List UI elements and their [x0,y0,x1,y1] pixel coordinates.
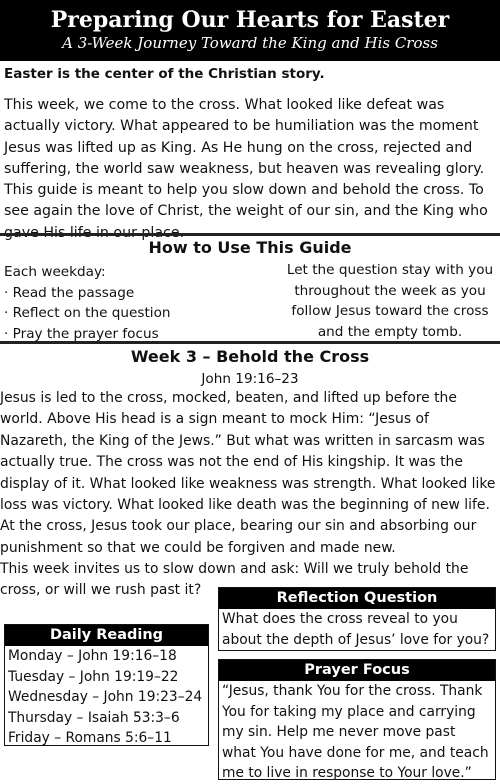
reading-item: Tuesday – John 19:19–22 [8,668,179,685]
how-to-side-note: Let the question stay with you throughout the week as you follow Jesus toward the cross and the empty tomb. [286,262,494,340]
reflection-text: What does the cross reveal to you about the depth of Jesus’ love for you? [222,611,490,648]
how-to-step: · Pray the prayer focus [4,325,159,342]
daily-reading-box [4,624,209,746]
prayer-box [218,659,496,780]
how-to-heading: How to Use This Guide [148,238,352,257]
week-invitation: This week invites us to slow down and ask: Will we truly behold the cross, or will we rush past it? [0,561,469,599]
reading-item: Friday – Romans 5:6–11 [8,730,172,746]
week-body: Jesus is led to the cross, mocked, beaten, and lifted up before the world. Above His head is a sign meant to mock Him: “Jesus of Nazareth, the King of the Jews.” But what was written in sarcasm was actually true. The cross was not the end of His kingship. It was the display of it. What looked like weakness was strength. What looked like loss was victory. What looked like death was the beginning of new life. At the cross, Jesus took our place, bearing our sin and absorbing our punishment so that we could be forgiven and made new. [0,390,496,556]
intro-lead: Easter is the center of the Christian story. [4,66,325,82]
how-to-step: · Read the passage [4,284,135,301]
prayer-heading: Prayer Focus [219,660,495,681]
intro-paragraph: This week, we come to the cross. What looked like defeat was actually victory. What appeared to be humiliation was the moment Jesus was lifted up as King. As He hung on the cross, rejected and suffering, the world saw weakness, but heaven was revealing glory. This guide is meant to help you slow down and behold the cross. To see again the love of Christ, the weight of our sin, and the King who [4,97,488,220]
reading-item: Thursday – Isaiah 53:3–6 [8,709,180,726]
section-divider [0,233,500,236]
how-to-intro: Each weekday: [4,264,106,280]
how-to-step: · Reflect on the question [4,305,171,321]
prayer-text: “Jesus, thank You for the cross. Thank You for taking my place and carrying my sin. Help me never move past what You have done for me, and teach me to live in response to Your love.” [222,683,489,781]
daily-reading-list [5,646,208,749]
page-subtitle: A 3-Week Journey Toward the King and His Cross [62,34,438,52]
week-heading: Week 3 – Behold the Cross [130,347,370,366]
reflection-box [218,587,496,651]
scripture-reference: John 19:16–23 [201,371,299,387]
section-divider [0,341,500,344]
page-title: Preparing Our Hearts for Easter [50,7,450,33]
how-to-steps [4,262,171,344]
header-banner [0,0,500,61]
reading-item: Monday – John 19:16–18 [8,648,177,664]
reading-item: Wednesday – John 19:23–24 [8,689,203,705]
reflection-heading: Reflection Question [219,588,495,609]
daily-reading-heading: Daily Reading [5,625,208,646]
